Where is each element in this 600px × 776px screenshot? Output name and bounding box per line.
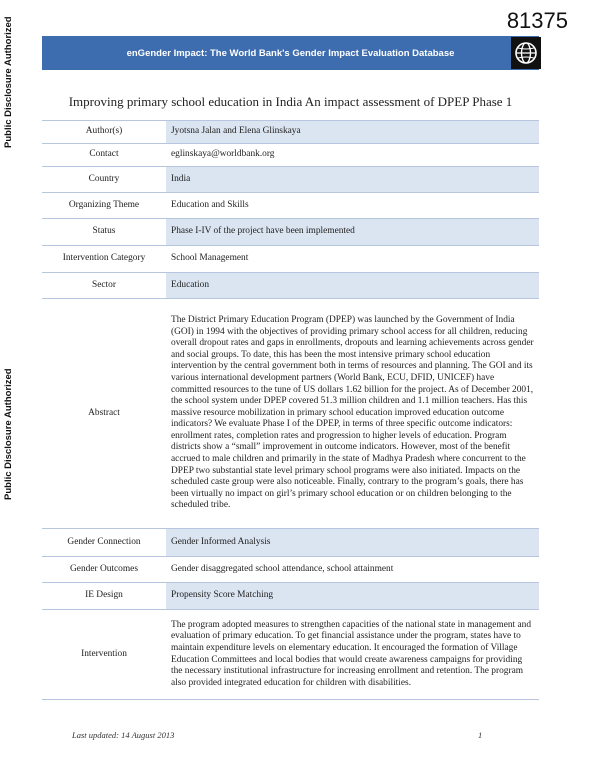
header-banner <box>42 36 539 70</box>
row-label-ie-design: IE Design <box>42 583 166 610</box>
banner-title: enGender Impact: The World Bank's Gender Impact Evaluation Database <box>126 47 455 59</box>
row-value-status: Phase I-IV of the project have been implemented <box>166 219 539 246</box>
row-label-gender-outcomes: Gender Outcomes <box>42 557 166 583</box>
table-row <box>42 121 539 144</box>
row-value-contact: eglinskaya@worldbank.org <box>166 144 539 167</box>
row-value-authors: Jyotsna Jalan and Elena Glinskaya <box>166 121 539 144</box>
row-label-sector: Sector <box>42 273 166 299</box>
table-row <box>42 246 539 273</box>
table-row <box>42 299 539 529</box>
disclosure-label-bottom: Public Disclosure Authorized <box>3 368 14 500</box>
row-value-ie-design: Propensity Score Matching <box>166 583 539 610</box>
row-label-authors: Author(s) <box>42 121 166 144</box>
document-number: 81375 <box>506 8 568 33</box>
table-row <box>42 557 539 583</box>
row-label-status: Status <box>42 219 166 246</box>
table-row <box>42 193 539 219</box>
table-row <box>42 144 539 167</box>
world-bank-globe-icon <box>514 41 538 65</box>
table-row <box>42 610 539 700</box>
table-row <box>42 529 539 557</box>
row-label-intervention-category: Intervention Category <box>42 246 166 273</box>
row-value-intervention: The program adopted measures to strengthen capacities of the national state in management and evaluation of primary education. To get financial assistance under the program, states have to maintain expenditure levels on elementary education. It encouraged the formation of Village Education Committees and local bodies that would create awareness campaigns for providing the necessary institutional infrastructure for increasing enrollment and retention. The program also provided integrated education for children with disabilities. <box>166 610 539 700</box>
world-bank-logo <box>511 37 541 69</box>
row-label-intervention: Intervention <box>42 610 166 700</box>
row-value-sector: Education <box>166 273 539 299</box>
row-label-organizing-theme: Organizing Theme <box>42 193 166 219</box>
row-label-contact: Contact <box>42 144 166 167</box>
row-value-organizing-theme: Education and Skills <box>166 193 539 219</box>
table-row <box>42 219 539 246</box>
table-row <box>42 273 539 299</box>
metadata-table <box>42 120 539 700</box>
row-value-gender-connection: Gender Informed Analysis <box>166 529 539 557</box>
row-value-gender-outcomes: Gender disaggregated school attendance, school attainment <box>166 557 539 583</box>
footer-last-updated: Last updated: 14 August 2013 <box>72 730 175 740</box>
document-title: Improving primary school education in India An impact assessment of DPEP Phase 1 <box>68 94 513 109</box>
row-label-gender-connection: Gender Connection <box>42 529 166 557</box>
row-label-country: Country <box>42 167 166 193</box>
disclosure-label-top: Public Disclosure Authorized <box>3 16 14 148</box>
row-value-intervention-category: School Management <box>166 246 539 273</box>
footer-page-number: 1 <box>478 730 483 740</box>
row-label-abstract: Abstract <box>42 299 166 529</box>
row-value-country: India <box>166 167 539 193</box>
row-value-abstract: The District Primary Education Program (DPEP) was launched by the Government of India (GOI) in 1994 with the objectives of providing primary school access for all children, reducing overall dropout rates and gaps in enrollments, dropouts and learning achievements across gender and social groups. To date, this has been the most intensive primary school education intervention by the central government both in terms of resources and planning. The GOI and its various international development partners (World Bank, ECU, DFID, UNICEF) have committed resources to the tune of US dollars 1.62 billion for the project. As of December 2001, the school system under DPEP covered 51.3 million children and 1.1 million teachers. Has this massive resource mobilization in primary school education improved education outcome indicators? We evaluate Phase I of the DPEP, in terms of three specific outcome indicators: enrollment rates, completion rates and progression to higher levels of education. Program districts show a “small” improvement in outcome indicators. However, most of the benefit accrued to male children and primarily in the state of Madhya Pradesh where concurrent to the DPEP two substantial state level primary school programs were also initiated. Impacts on the scheduled caste group were also noticeable. Finally, contrary to the program’s goals, there has been virtually no impact on girl’s primary school education or on children belonging to the scheduled tribe. <box>166 299 539 529</box>
table-row <box>42 167 539 193</box>
table-row <box>42 583 539 610</box>
